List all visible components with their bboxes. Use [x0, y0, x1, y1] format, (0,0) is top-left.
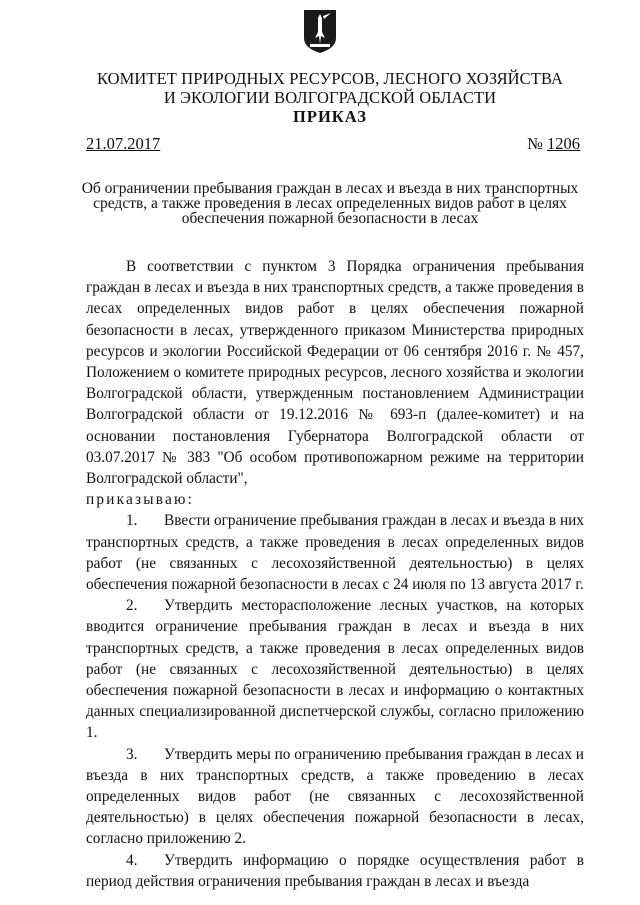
order-word: приказываю:	[86, 491, 195, 509]
number-prefix: №	[527, 134, 543, 153]
emblem	[302, 8, 338, 54]
order-item	[86, 595, 584, 743]
preamble-paragraph: В соответствии с пунктом 3 Порядка ограничения пребывания граждан в лесах и въезда в них транспортных средств, а также проведения в лесах определенных видов работ в целях обеспечения пожарной безопасности в лесах, утвержденного приказом Министерства природных ресурсов и экологии Российской Федерации от 06 сентября 2016 г. № 457, Положением о комитете природных ресурсов, лесного хозяйства и экологии Волгоградской области, утвержденным постановлением Администрации Волгоградской области от 19.12.2016 № 693-п (далее-комитет) и на основании постановления Губернатора Волгоградской области от 03.07.2017 № 383 "Об особом противопожарном режиме на территории Волгоградской области",	[86, 258, 585, 488]
item-number: 1.	[126, 512, 138, 530]
item-text: Ввести ограничение пребывания граждан в лесах и въезда в них транспортных средств, а также проведения в лесах определенных видов работ (не связанных с лесохозяйственной деятельностью) в целях обеспечения пожарной безопасности в лесах с 24 июля по 13 августа 2017 г.	[86, 512, 584, 594]
item-number: 3.	[126, 745, 138, 763]
order-item	[86, 510, 584, 595]
order-number	[527, 134, 580, 154]
document-type: ПРИКАЗ	[293, 107, 367, 126]
coat-of-arms-icon	[302, 8, 338, 54]
order-date: 21.07.2017	[86, 134, 161, 153]
item-text: Утвердить информацию о порядке осуществления работ в период действия ограничения пребывания граждан в лесах и въезда	[86, 851, 584, 890]
order-item	[86, 850, 584, 892]
item-text: Утвердить меры по ограничению пребывания граждан в лесах и въезда в них транспортных средств, а также проведению в лесах определенных видов работ (не связанных с лесохозяйственной деятельностью) в целях обеспечения пожарной безопасности в лесах, согласно приложению 2.	[86, 745, 584, 848]
order-item	[86, 744, 584, 850]
item-number: 4.	[126, 851, 138, 869]
organization-name-line1: КОМИТЕТ ПРИРОДНЫХ РЕСУРСОВ, ЛЕСНОГО ХОЗЯЙСТВА	[96, 69, 564, 88]
item-number: 2.	[126, 597, 138, 615]
organization-name-line2: И ЭКОЛОГИИ ВОЛГОГРАДСКОЙ ОБЛАСТИ	[163, 88, 497, 107]
number-value: 1206	[547, 134, 580, 153]
item-text: Утвердить месторасположение лесных участков, на которых вводится ограничение пребывания граждан в лесах и въезда в них транспортных средств, а также проведения в лесах определенных видов работ (не связанных с лесохозяйственной деятельностью) в целях обеспечения пожарной безопасности в лесах и информацию о контактных данных специализированной диспетчерской службы, согласно приложению 1.	[86, 597, 584, 742]
document-body	[86, 256, 584, 892]
order-subject: Об ограничении пребывания граждан в лесах и въезда в них транспортных средств, а также проведения в лесах определенных видов работ в целях обеспечения пожарной безопасности в лесах	[81, 180, 579, 227]
